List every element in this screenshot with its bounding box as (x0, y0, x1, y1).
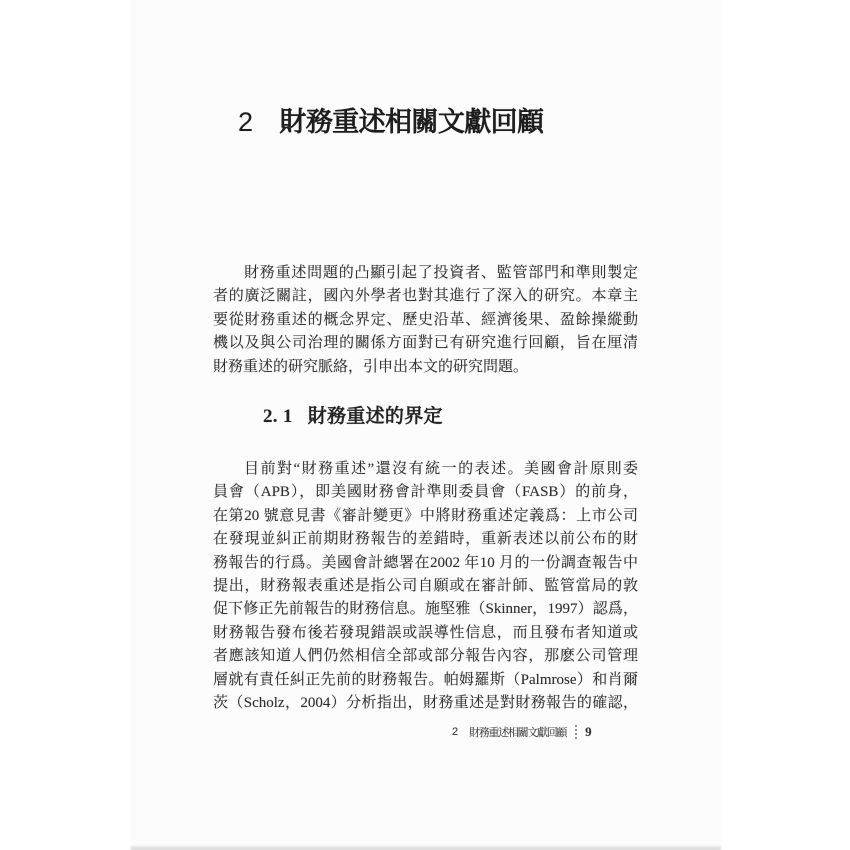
text-line: 提出，財務報表重述是指公司自願或在審計師、監管當局的敦 (213, 577, 638, 594)
text-line: 財務重述的研究脈絡，引申出本文的研究問題。 (213, 358, 529, 375)
text-line: 員會（APB），即美國財務會計準則委員會（FASB）的前身， (213, 484, 638, 501)
text-line: 在發現並糾正前期財務報告的差錯時，重新表述以前公布的財 (213, 531, 638, 548)
text-line: 目前對“財務重述”還沒有統一的表述。美國會計原則委 (244, 461, 638, 477)
text-line: 促下修正先前報告的財務信息。施堅雅（Skinner，1997）認爲， (213, 601, 638, 618)
text-line: 務報告的行爲。美國會計總署在2002 年10 月的一份調查報告中 (213, 554, 638, 571)
intro-paragraph (213, 262, 638, 379)
chapter-heading (238, 100, 543, 139)
text-line: 機以及與公司治理的關係方面對已有研究進行回顧，旨在厘清 (213, 335, 638, 352)
page-bottom-edge-shadow (131, 845, 721, 850)
text-line: 財務重述問題的凸顯引起了投資者、監管部門和準則製定 (244, 265, 638, 281)
chapter-number: 2 (238, 107, 253, 137)
text-line: 者應該知道人們仍然相信全部或部分報告內容，那麽公司管理 (213, 648, 638, 665)
body-paragraph (213, 458, 638, 715)
text-line: 茨（Scholz，2004）分析指出，財務重述是對財務報告的確認， (213, 694, 638, 711)
page-footer (452, 724, 592, 740)
section-number: 2. 1 (263, 406, 293, 427)
footer-chapter-number: 2 (452, 726, 459, 738)
text-line: 層就有責任糾正先前的財務報告。帕姆羅斯（Palmrose）和肖爾 (213, 671, 638, 688)
section-heading (263, 401, 443, 428)
footer-chapter-title: 財務重述相關文獻回顧 (469, 727, 567, 739)
text-line: 者的廣泛關註，國內外學者也對其進行了深入的研究。本章主 (213, 288, 638, 305)
chapter-title: 財務重述相關文獻回顧 (279, 107, 544, 137)
text-line: 要從財務重述的概念界定、歷史沿革、經濟後果、盈餘操縱動 (213, 311, 638, 328)
text-line: 財務報告發布後若發現錯誤或誤導性信息，而且發布者知道或 (213, 624, 638, 641)
text-line: 在第20 號意見書《審計變更》中將財務重述定義爲：上市公司 (213, 507, 638, 524)
footer-dotted-divider (575, 725, 577, 739)
footer-page-number: 9 (585, 724, 592, 739)
section-title: 財務重述的界定 (307, 406, 443, 427)
